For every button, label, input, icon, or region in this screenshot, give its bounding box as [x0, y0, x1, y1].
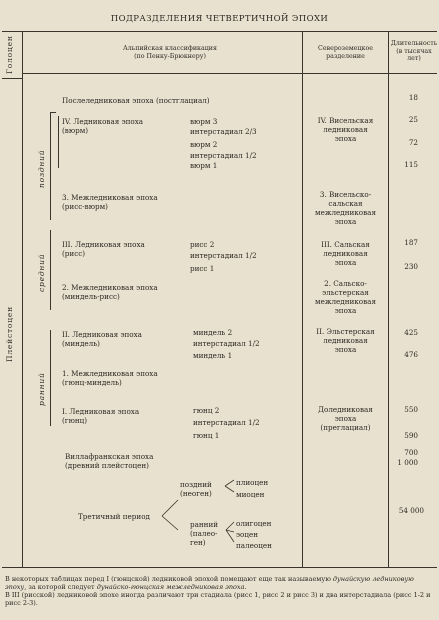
north-elster: II. Эльстерская ледниковая эпоха — [316, 327, 375, 354]
duration-value: 54 000 — [398, 506, 424, 515]
interglacial-3: 3. Межледниковая эпоха (рисс-вюрм) — [62, 193, 158, 211]
late-neogene: поздний (неоген) — [180, 480, 212, 498]
duration-value: 476 — [404, 350, 418, 359]
tertiary-period: Третичный период — [78, 512, 150, 521]
riss-2: рисс 2 — [190, 240, 215, 249]
duration-value: 590 — [404, 431, 418, 440]
alpine-header: Альпийская классификация (по Пенку-Брюкнеру) — [123, 45, 217, 60]
paleocene: палеоцен — [236, 541, 272, 550]
north-vistula: IV. Висельская ледниковая эпоха — [317, 116, 374, 143]
duration-value: 25 — [408, 115, 418, 124]
wurm-3: вюрм 3 — [190, 117, 218, 126]
duration-value: 700 — [404, 448, 418, 457]
page-title: ПОДРАЗДЕЛЕНИЯ ЧЕТВЕРТИЧНОЙ ЭПОХИ — [110, 14, 329, 24]
north-saale: III. Сальская ледниковая эпоха — [321, 240, 370, 267]
middle-label: средний — [37, 253, 46, 292]
late-label: поздний — [37, 149, 46, 188]
interstadial-2-3: интерстадиал 2/3 — [190, 127, 257, 136]
duration-value: 1 000 — [397, 458, 418, 467]
duration-value: 187 — [404, 238, 418, 247]
duration-value: 425 — [404, 328, 418, 337]
ice-epoch-2: II. Ледниковая эпоха (миндель) — [62, 330, 142, 348]
duration-value: 230 — [404, 262, 418, 271]
villafranchian-epoch: Виллафранкская эпоха (древний плейстоцен) — [65, 452, 154, 470]
early-paleogene: ранний (палео- ген) — [190, 520, 219, 547]
duration-header: Длительность (в тысячах лет) — [390, 40, 438, 62]
duration-value: 550 — [404, 405, 418, 414]
pleistocene-label: Плейстоцен — [5, 306, 14, 362]
duration-value: 72 — [408, 138, 418, 147]
ice-epoch-4: IV. Ледниковая эпоха (вюрм) — [62, 117, 144, 135]
gunz-1: гюнц 1 — [193, 431, 220, 440]
wurm-1: вюрм 1 — [190, 161, 218, 170]
holocene-label: Голоцен — [5, 35, 14, 74]
north-preglacial: Доледниковая эпоха (преглациал) — [318, 405, 373, 432]
oligocene: олигоцен — [236, 519, 272, 528]
postglacial-row: Послеледниковая эпоха (постглациал) — [62, 96, 210, 105]
early-label: ранний — [37, 372, 46, 406]
mindel-2: миндель 2 — [193, 328, 233, 337]
duration-value: 115 — [404, 160, 418, 169]
interstadial-1-2-gunz: интерстадиал 1/2 — [193, 418, 260, 427]
interstadial-1-2-mindel: интерстадиал 1/2 — [193, 339, 260, 348]
interstadial-1-2-wurm: интерстадиал 1/2 — [190, 151, 257, 160]
pliocene: плиоцен — [236, 478, 269, 487]
mindel-1: миндель 1 — [193, 351, 233, 360]
miocene: миоцен — [236, 490, 265, 499]
north-header: Североземецкое разделение — [318, 45, 373, 60]
footnote-line-1: В некоторых таблицах перед I (гюнцской) ледниковой эпохой помещают еще так называемую дунайскую ледниковую эпоху, за которой следует дунайско-гюнцская межледниковая эпоха. — [5, 575, 414, 591]
north-saale-elster: 2. Сальско- эльстерская межледниковая эпоха — [315, 279, 376, 315]
eocene: эоцен — [236, 530, 259, 539]
footnote — [5, 575, 433, 607]
riss-1: рисс 1 — [190, 264, 215, 273]
interglacial-1: 1. Межледниковая эпоха (гюнц-миндель) — [62, 369, 158, 387]
duration-value: 18 — [408, 93, 418, 102]
ice-epoch-1: I. Ледниковая эпоха (гюнц) — [62, 407, 140, 425]
gunz-2: гюнц 2 — [193, 406, 220, 415]
ice-epoch-3: III. Ледниковая эпоха (рисс) — [62, 240, 145, 258]
wurm-2: вюрм 2 — [190, 140, 218, 149]
interglacial-2: 2. Межледниковая эпоха (миндель-рисс) — [62, 283, 158, 301]
interstadial-1-2-riss: интерстадиал 1/2 — [190, 251, 257, 260]
footnote-line-2: В III (рисской) ледниковой эпохе иногда различают три стадиала (рисс 1, рисс 2 и рисс 3) и два интерстадиала (рисс 1-2 и рисс 2-3). — [5, 591, 431, 607]
north-vistula-saale: 3. Висельско- сальская межледниковая эпоха — [315, 190, 376, 226]
